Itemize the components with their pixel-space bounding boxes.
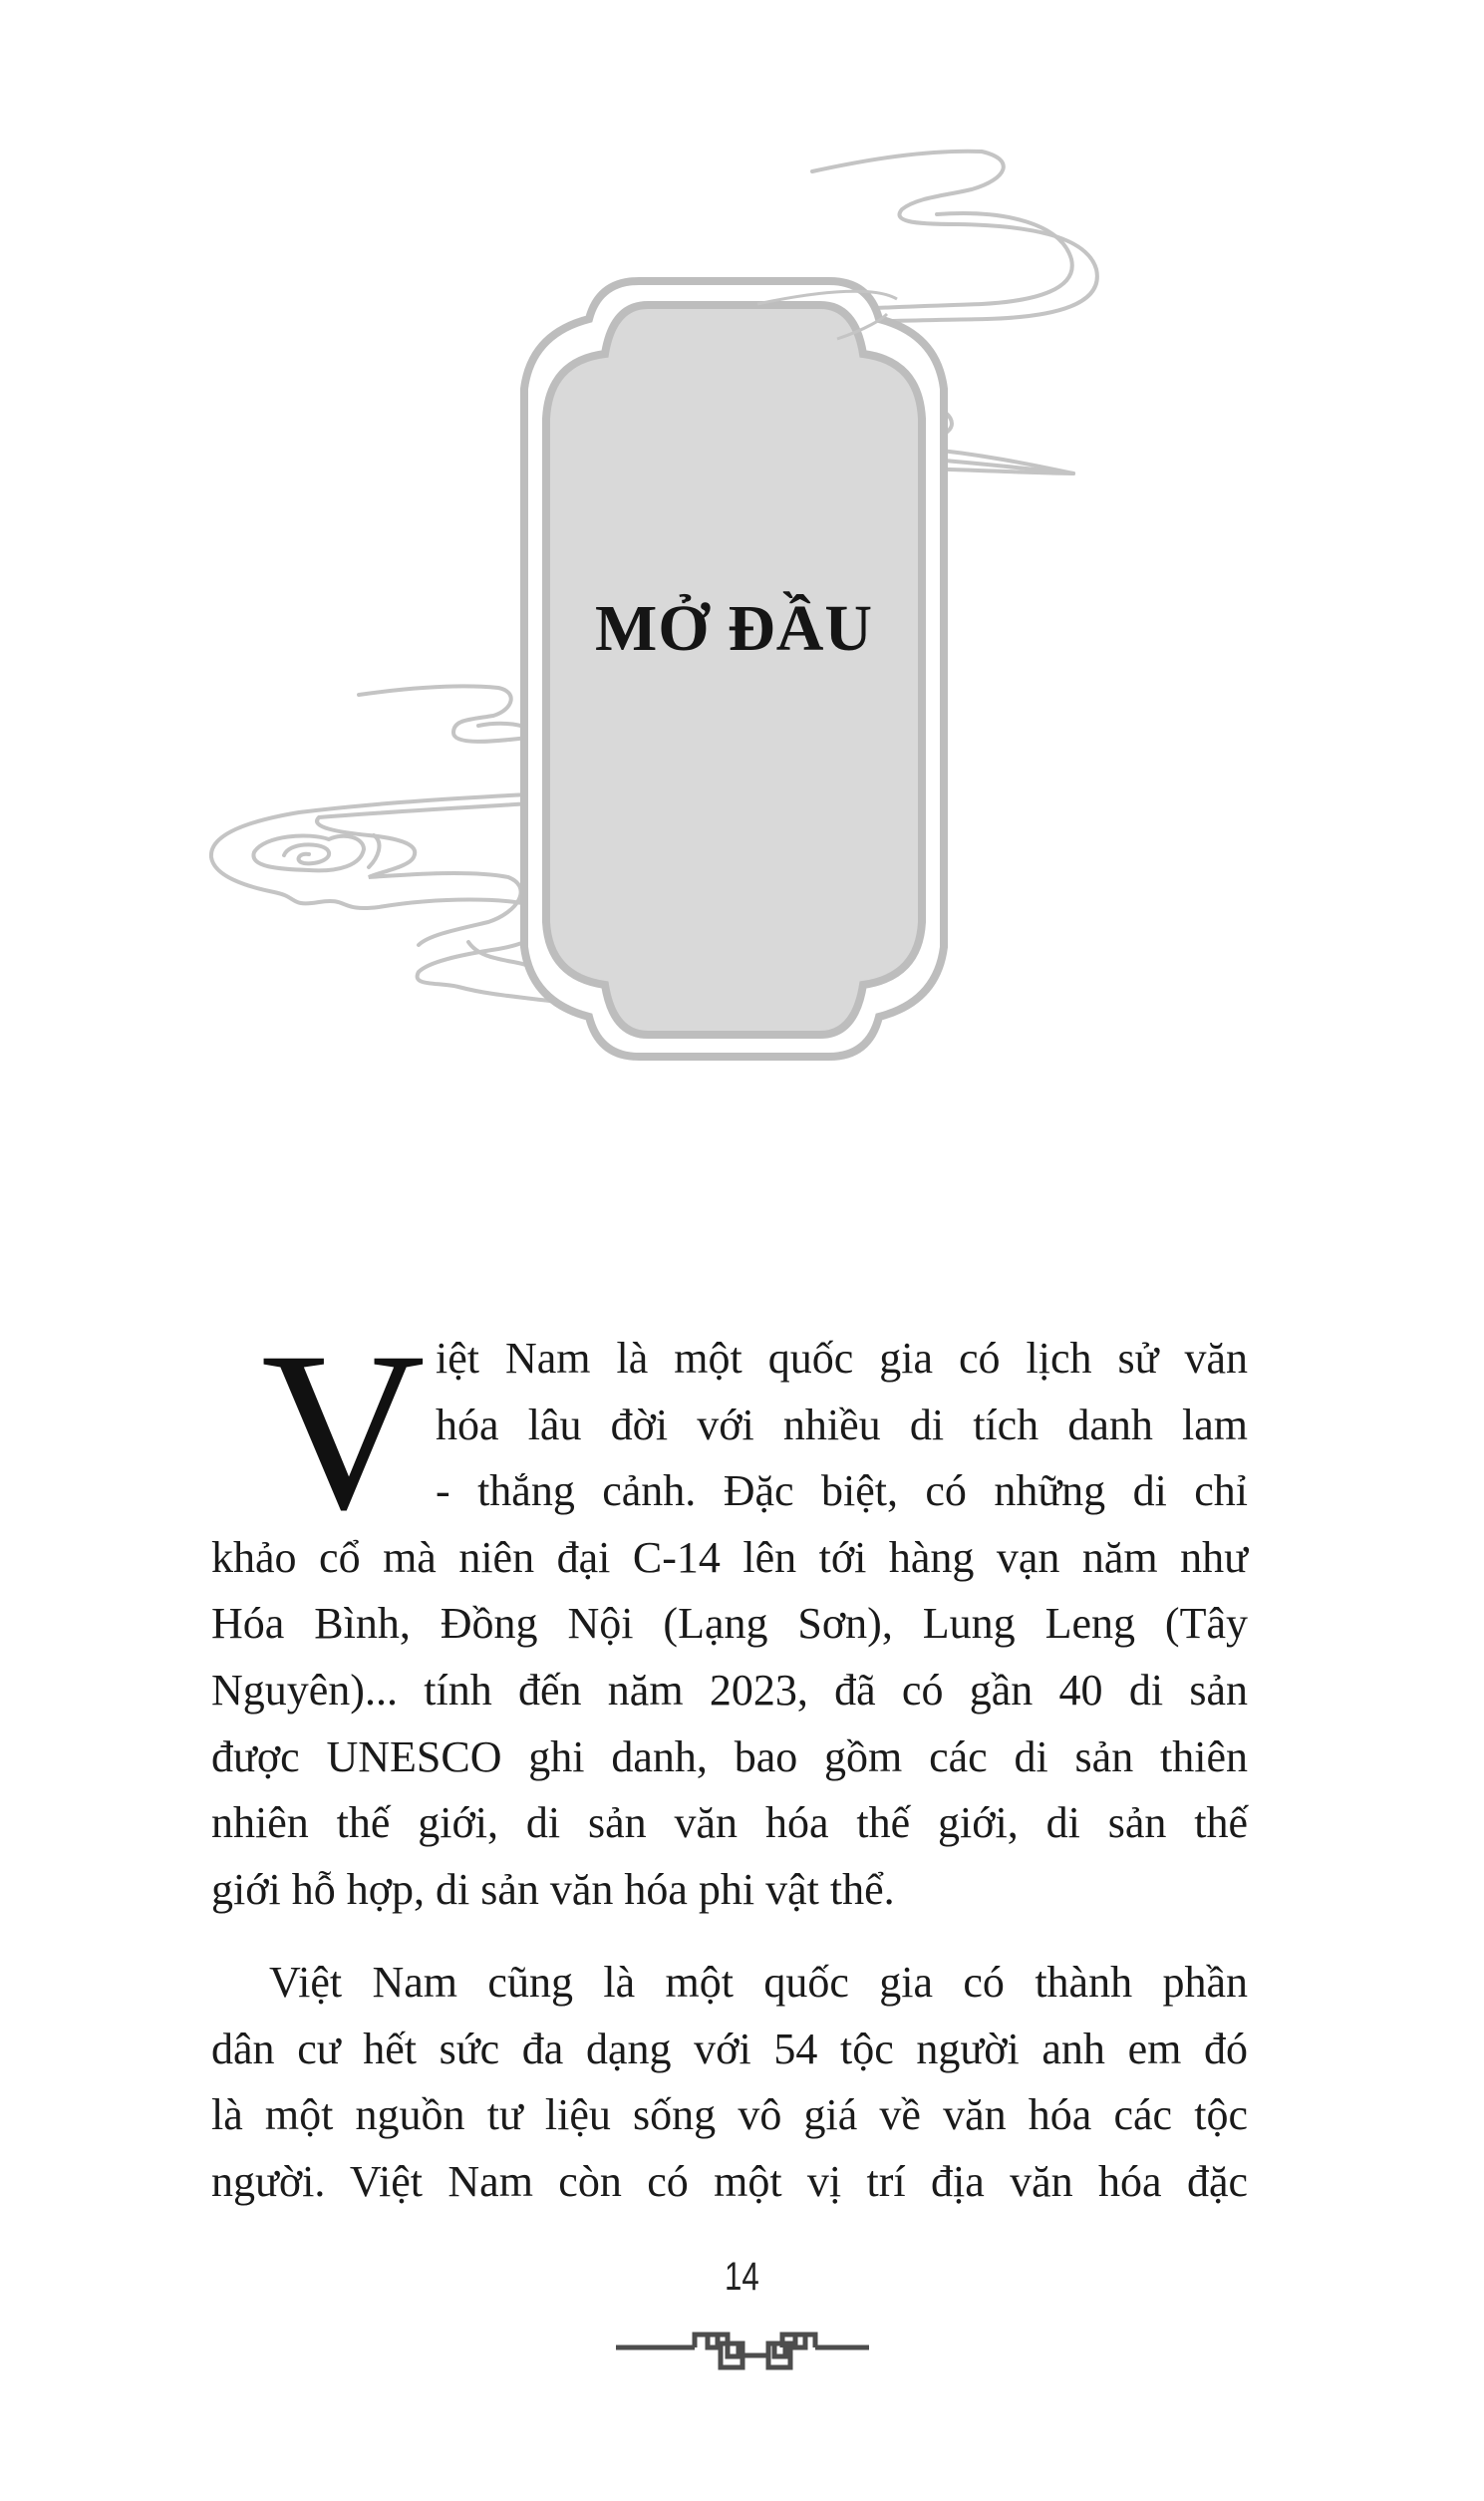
cloud-swirl-left-icon	[211, 686, 558, 1002]
text-line: iệt Nam là một quốc gia có lịch sử văn	[436, 1334, 1248, 1383]
page-number: 14	[725, 2255, 759, 2299]
text-line: Việt Nam cũng là một quốc gia có thành phần	[269, 1958, 1248, 2007]
text-line: người. Việt Nam còn có một vị trí địa văn hóa đặc	[211, 2156, 1248, 2206]
paragraph-1	[211, 1326, 1248, 1923]
text-line: - thắng cảnh. Đặc biệt, có những di chỉ	[436, 1466, 1248, 1516]
fret-ornament-icon	[613, 2329, 872, 2372]
drop-cap: V	[261, 1306, 426, 1557]
text-line: giới hỗ hợp, di sản văn hóa phi vật thể.	[211, 1864, 895, 1914]
text-line: nhiên thế giới, di sản văn hóa thế giới, di sản thế	[211, 1798, 1248, 1848]
inner-frame-panel	[546, 305, 922, 1035]
text-line: Nguyên)... tính đến năm 2023, đã có gần 40 di sản	[211, 1665, 1248, 1715]
text-line: là một nguồn tư liệu sống vô giá về văn hóa các tộc	[211, 2090, 1248, 2140]
text-line: Hóa Bình, Đồng Nội (Lạng Sơn), Lung Leng (Tây	[211, 1599, 1248, 1649]
text-line: hóa lâu đời với nhiều di tích danh lam	[436, 1400, 1248, 1449]
title-frame	[524, 281, 944, 1057]
paragraph-2	[211, 1950, 1248, 2215]
text-line: dân cư hết sức đa dạng với 54 tộc người anh em đó	[211, 2024, 1248, 2073]
text-line: khảo cổ mà niên đại C-14 lên tới hàng vạn năm như	[211, 1532, 1248, 1582]
chapter-title: MỞ ĐẦU	[594, 592, 874, 665]
text-line: được UNESCO ghi danh, bao gồm các di sản thiên	[211, 1731, 1248, 1781]
